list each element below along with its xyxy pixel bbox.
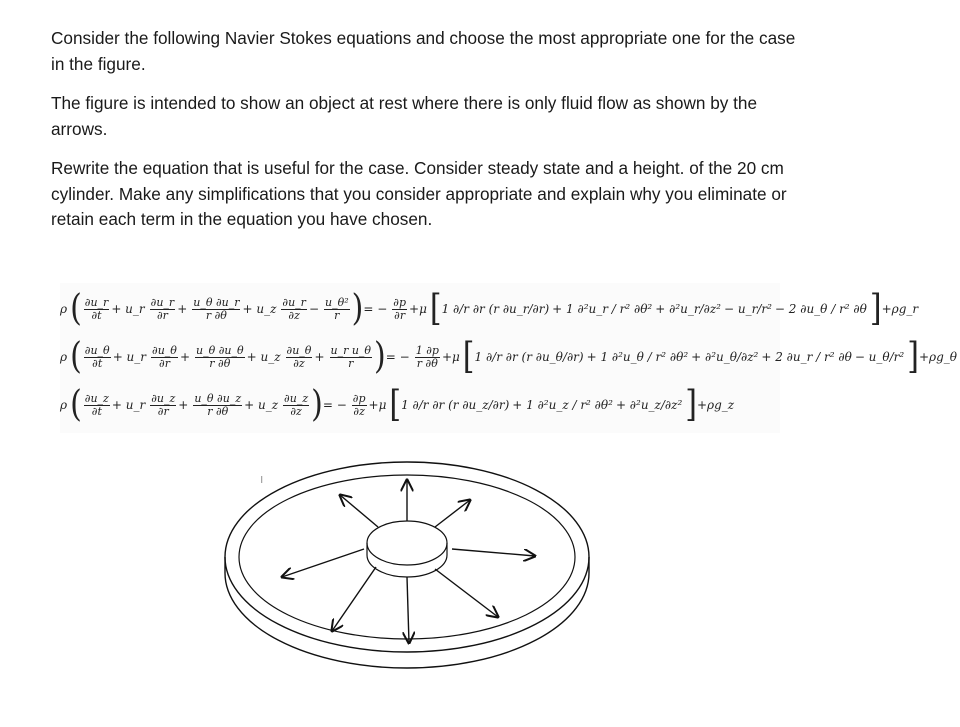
frac-time: $\frac{\partial u\_r}{\partial t}$ — [84, 295, 109, 322]
navier-stokes-equations — [60, 283, 957, 433]
question-paragraph-1: Consider the following Navier Stokes equations and choose the most appropriate one for the case in the figure. — [51, 28, 796, 74]
flow-arrow-se — [435, 569, 498, 617]
frac-centripetal: $\frac{\text{u\_θ²}}{r}$ — [325, 295, 349, 322]
cylinder-flow-figure — [190, 435, 670, 715]
flow-arrow-e — [452, 549, 535, 556]
central-hub-top — [367, 521, 447, 565]
flow-arrow-s — [407, 577, 409, 643]
equation-theta-component: ρ ( $\frac{\partial u\_\theta}{\partial t}$ + u_r $\frac{\partial u\_\theta}{\partial r}$ + $\frac{u\_\theta \partial u\_\theta}{r \partial\theta}$ + u_z $\frac{\partial u\_\theta}{\partial z}$ + $\frac{\text{u\_r u\_θ}}{r}$ ) = − $\frac{1 \partial p}{r \partial\theta}$ +μ [ 1 ∂/r ∂r (r ∂u_θ/∂r) + 1 ∂²u_θ / r² ∂θ² + ∂²u_θ/∂z² + 2 ∂u_r / r² ∂θ − u_θ/r² ] +ρg_θ — [60, 335, 957, 378]
flow-diagram — [190, 435, 670, 715]
paren-open: ( — [70, 287, 82, 330]
equation-z-component: ρ ( $\frac{\partial u\_z}{\partial t}$ + u_r $\frac{\partial u\_z}{\partial r}$ + $\frac{u\_\theta \partial u\_z}{r \partial\theta}$ + u_z $\frac{\partial u\_z}{\partial z}$ ) = − $\frac{\partial p}{\partial z}$ +μ [ 1 ∂/r ∂r (r ∂u_z/∂r) + 1 ∂²u_z / r² ∂θ² + ∂²u_z/∂z² ] +ρg_z — [60, 383, 735, 426]
flow-arrow-sw — [332, 567, 376, 631]
cursor-mark: ı — [260, 472, 264, 486]
flow-arrow-ne — [435, 500, 470, 527]
question-paragraph-2: The figure is intended to show an object at rest where there is only fluid flow as shown by the arrows. — [51, 93, 758, 139]
frac-axial: $\frac{\partial u\_r}{\partial z}$ — [282, 295, 306, 322]
frac-radial: $\frac{\partial u\_r}{\partial r}$ — [150, 295, 175, 322]
flow-arrow-nw — [340, 495, 378, 527]
central-hub-side — [367, 543, 447, 577]
rho: ρ — [60, 398, 68, 412]
question-paragraph-3: Rewrite the equation that is useful for the case. Consider steady state and a height. of the 20 cm cylinder. Make any simplifications that you consider appropriate and explain why you eliminate or retain each term in the equation you have chosen. — [51, 158, 787, 229]
flow-arrow-w — [282, 549, 364, 577]
frac-theta: $\frac{u\_\theta \partial u\_r}{r \partial\theta}$ — [193, 295, 240, 322]
rho: ρ — [60, 302, 68, 316]
frac-pressure: $\frac{\partial p}{\partial r}$ — [393, 295, 407, 322]
equation-r-component: ρ ( $\frac{\partial u\_r}{\partial t}$ + u_r $\frac{\partial u\_r}{\partial r}$ + $\frac{u\_\theta \partial u\_r}{r \partial\theta}$ + u_z $\frac{\partial u\_r}{\partial z}$ − $\frac{\text{u\_θ²}}{r}$ ) = − $\frac{\partial p}{\partial r}$ +μ [ 1 ∂/r ∂r (r ∂u_r/∂r) + 1 ∂²u_r / r² ∂θ² + ∂²u_r/∂z² − u_r/r² − 2 ∂u_θ / r² ∂θ ] +ρg_r — [60, 287, 919, 330]
rho: ρ — [60, 350, 68, 364]
